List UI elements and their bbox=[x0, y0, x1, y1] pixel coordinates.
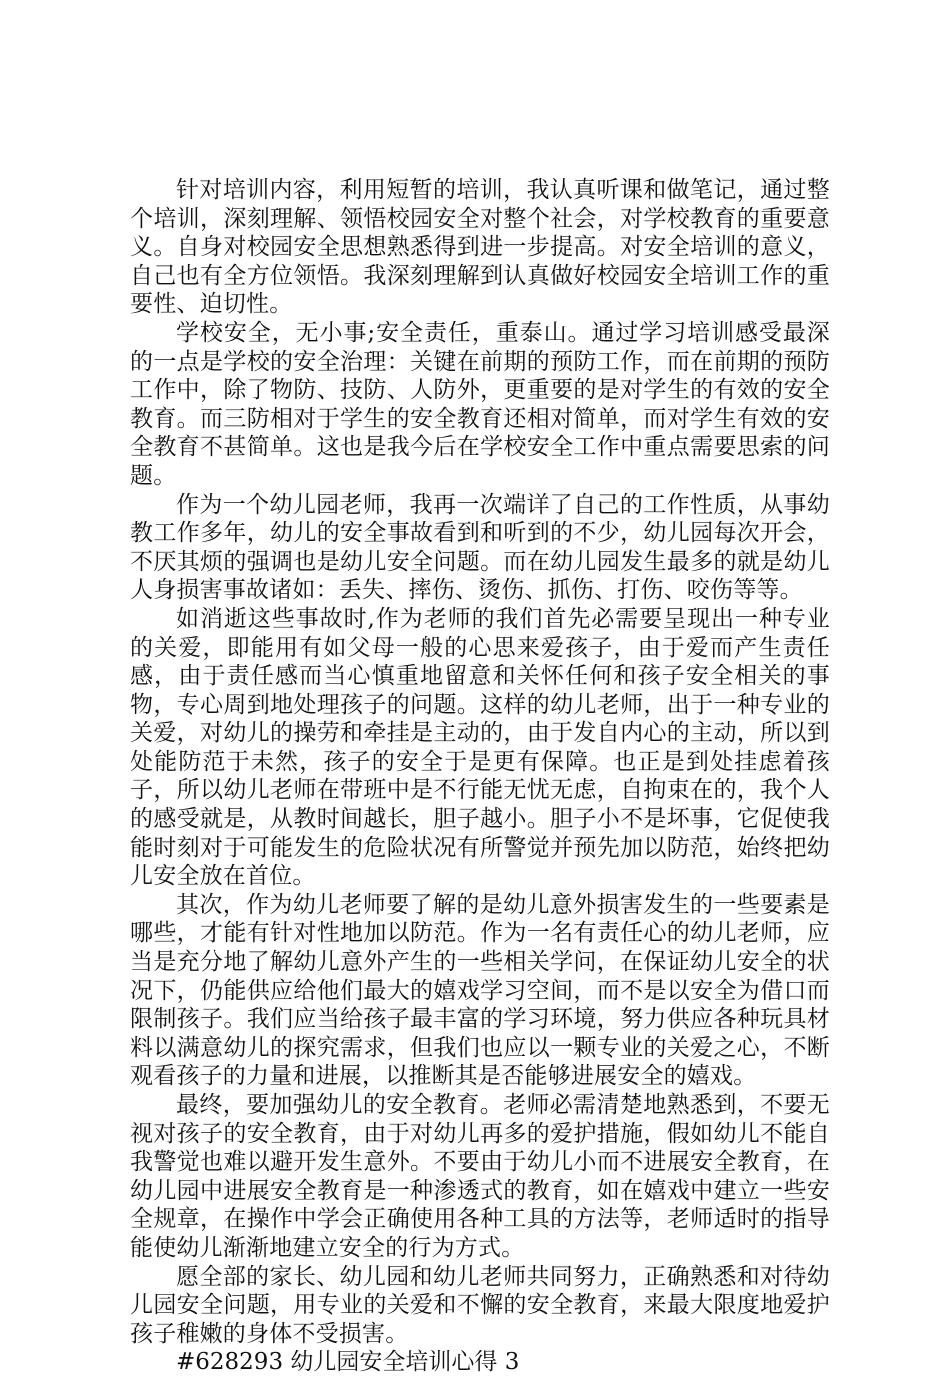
paragraph-6: 最终，要加强幼儿的安全教育。老师必需清楚地熟悉到，不要无视对孩子的安全教育，由于对幼儿再多的爱护措施，假如幼儿不能自我警觉也难以避开发生意外。不要由于幼儿小而不进展安全教育，在幼儿园中进展安全教育是一种渗透式的教育，如在嬉戏中建立一些安全规章，在操作中学会正确使用各种工具的方法等，老师适时的指导能使幼儿渐渐地建立安全的行为方式。 bbox=[130, 1092, 830, 1261]
paragraph-7: 愿全部的家长、幼儿园和幼儿老师共同努力，正确熟悉和对待幼儿园安全问题，用专业的关爱和不懈的安全教育，来最大限度地爱护孩子稚嫩的身体不受损害。 bbox=[130, 1263, 830, 1347]
paragraph-5: 其次，作为幼儿老师要了解的是幼儿意外损害发生的一些要素是哪些，才能有针对性地加以防范。作为一名有责任心的幼儿老师，应当是充分地了解幼儿意外产生的一些相关学问，在保证幼儿安全的状况下，仍能供应给他们最大的嬉戏学习空间，而不是以安全为借口而限制孩子。我们应当给孩子最丰富的学习环境，努力供应各种玩具材料以满意幼儿的探究需求，但我们也应以一颗专业的关爱之心，不断观看孩子的力量和进展，以推断其是否能够进展安全的嬉戏。 bbox=[130, 891, 830, 1090]
paragraph-4: 如消逝这些事故时,作为老师的我们首先必需要呈现出一种专业的关爱，即能用有如父母一般的心思来爱孩子，由于爱而产生责任感，由于责任感而当心慎重地留意和关怀任何和孩子安全相关的事物，专心周到地处理孩子的问题。这样的幼儿老师，出于一种专业的关爱，对幼儿的操劳和牵挂是主动的，由于发自内心的主动，所以到处能防范于未然，孩子的安全于是更有保障。也正是到处挂虑着孩子，所以幼儿老师在带班中是不行能无忧无虑，自拘束在的，我个人的感受就是，从教时间越长，胆子越小。胆子小不是坏事，它促使我能时刻对于可能发生的危险状况有所警觉并预先加以防范，始终把幼儿安全放在首位。 bbox=[130, 605, 830, 890]
section-heading: #628293 幼儿园安全培训心得 3 bbox=[176, 1349, 520, 1376]
paragraph-2: 学校安全，无小事;安全责任，重泰山。通过学习培训感受最深的一点是学校的安全治理：关键在前期的预防工作，而在前期的预防工作中，除了物防、技防、人防外，更重要的是对学生的有效的安全教育。而三防相对于学生的安全教育还相对简单，而对学生有效的安全教育不甚简单。这也是我今后在学校安全工作中重点需要思索的问题。 bbox=[130, 319, 830, 489]
document-body bbox=[130, 176, 830, 1377]
paragraph-1: 针对培训内容，利用短暂的培训，我认真听课和做笔记，通过整个培训，深刻理解、领悟校园安全对整个社会，对学校教育的重要意义。自身对校园安全思想熟悉得到进一步提高。对安全培训的意义，自己也有全方位领悟。我深刻理解到认真做好校园安全培训工作的重要性、迫切性。 bbox=[130, 177, 830, 318]
paragraph-3: 作为一个幼儿园老师，我再一次端详了自己的工作性质，从事幼教工作多年，幼儿的安全事故看到和听到的不少，幼儿园每次开会，不厌其烦的强调也是幼儿安全问题。而在幼儿园发生最多的就是幼儿人身损害事故诸如：丢失、摔伤、烫伤、抓伤、打伤、咬伤等等。 bbox=[130, 491, 830, 604]
